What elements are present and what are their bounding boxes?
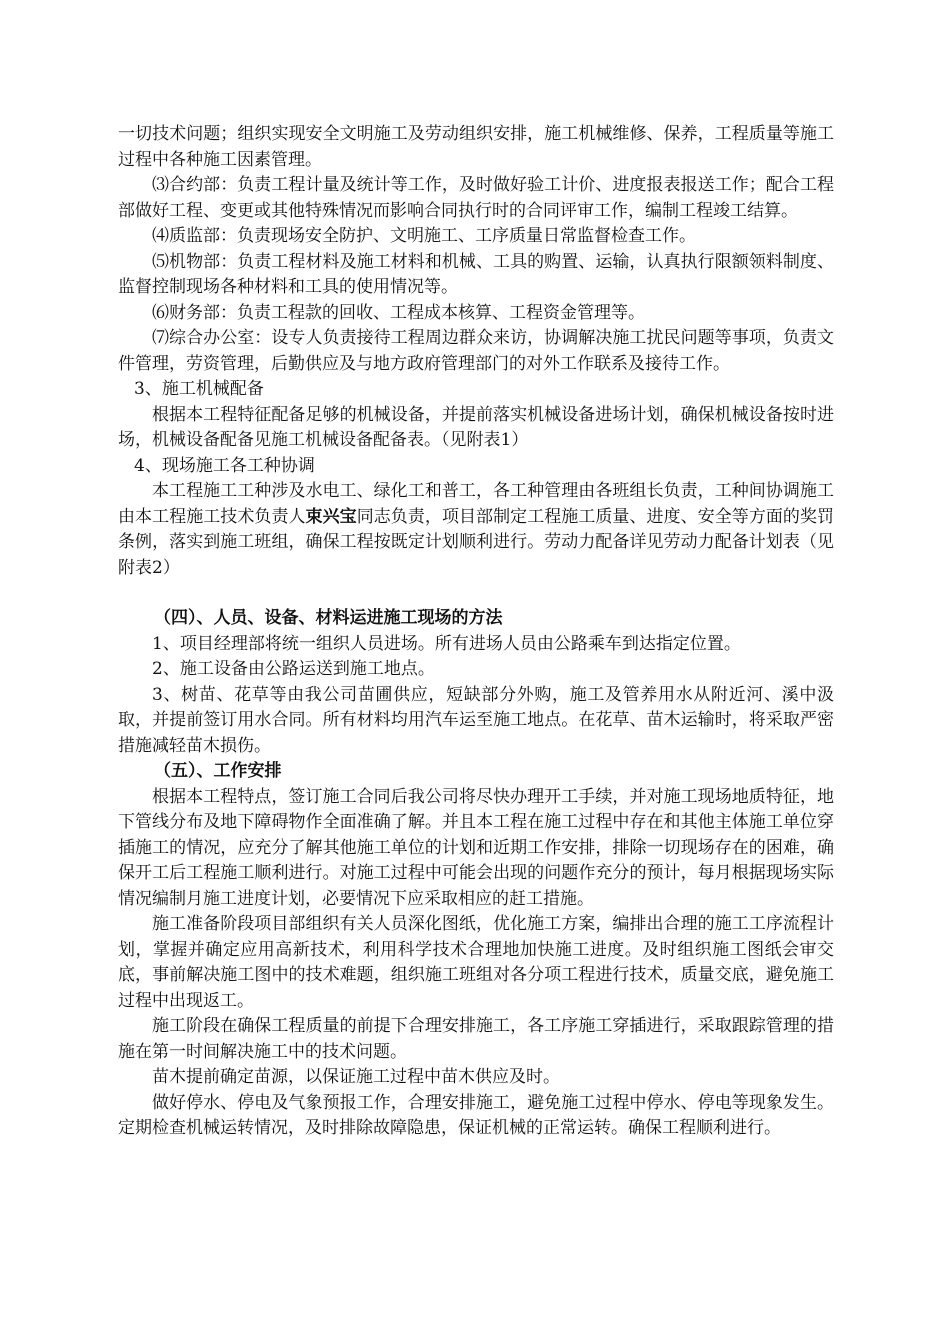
responsible-person-name: 束兴宝	[305, 506, 357, 527]
paragraph-s5-3: 施工阶段在确保工程质量的前提下合理安排施工，各工序施工穿插进行，采取跟踪管理的措施在第一时间解决施工中的技术问题。	[118, 1016, 834, 1062]
heading-section-5: （五）、工作安排	[154, 761, 282, 781]
paragraph-s5-1: 根据本工程特点，签订施工合同后我公司将尽快办理开工手续，并对施工现场地质特征，地下管线分布及地下障碍物作全面准确了解。并且本工程在施工过程中存在和其他主体施工单位穿插施工的情况，应充分了解其他施工单位的计划和近期工作安排，排除一切现场存在的困难，确保开工后工程施工顺利进行。对施工过程中可能会出现的问题作充分的预计，每月根据现场实际情况编制月施工进度计划，必要情况下应采取相应的赶工措施。	[118, 786, 834, 909]
paragraph-equipment: 根据本工程特征配备足够的机械设备，并提前落实机械设备进场计划，确保机械设备按时进场，机械设备配备见施工机械设备配备表。（见附表1）	[118, 404, 834, 450]
paragraph-s4-1: 1、项目经理部将统一组织人员进场。所有进场人员由公路乘车到达指定位置。	[152, 633, 741, 654]
paragraph-s5-5: 做好停水、停电及气象预报工作，合理安排施工，避免施工过程中停水、停电等现象发生。定期检查机械运转情况，及时排除故障隐患，保证机械的正常运转。确保工程顺利进行。	[118, 1092, 834, 1138]
paragraph-trades	[118, 479, 834, 581]
paragraph-s4-3: 3、树苗、花草等由我公司苗圃供应，短缺部分外购，施工及管养用水从附近河、溪中汲取，并提前签订用水合同。所有材料均用汽车运至施工地点。在花草、苗木运输时，将采取严密措施减轻苗木损伤。	[118, 684, 834, 756]
trades-text-a: 本工程施工工种涉及水电工、绿化工和普工，各工种管理由各班组长负责，工种间协调施工由本工程施工技术负责人	[118, 481, 834, 527]
heading-equipment: 3、施工机械配备	[134, 379, 264, 399]
paragraph-quality-dept: ⑷质监部：负责现场安全防护、文明施工、工序质量日常监督检查工作。	[152, 226, 696, 246]
heading-trades: 4、现场施工各工种协调	[134, 455, 315, 476]
paragraph-s4-2: 2、施工设备由公路运送到施工地点。	[152, 659, 435, 679]
paragraph-intro: 一切技术问题；组织实现安全文明施工及劳动组织安排，施工机械维修、保养，工程质量等施工过程中各种施工因素管理。	[118, 124, 834, 170]
paragraph-contract-dept: ⑶合约部：负责工程计量及统计等工作，及时做好验工计价、进度报表报送工作；配合工程部做好工程、变更或其他特殊情况而影响合同执行时的合同评审工作，编制工程竣工结算。	[118, 175, 834, 221]
paragraph-machinery-dept: ⑸机物部：负责工程材料及施工材料和机械、工具的购置、运输，认真执行限额领料制度、监督控制现场各种材料和工具的使用情况等。	[118, 251, 834, 297]
paragraph-s5-2: 施工准备阶段项目部组织有关人员深化图纸，优化施工方案，编排出合理的施工工序流程计划，掌握并确定应用高新技术，利用科学技术合理地加快施工进度。及时组织施工图纸会审交底，事前解决施工图中的技术难题，组织施工班组对各分项工程进行技术，质量交底，避免施工过程中出现返工。	[118, 914, 834, 1011]
section-spacer	[118, 581, 834, 606]
heading-section-4: （四）、人员、设备、材料运进施工现场的方法	[154, 608, 503, 628]
paragraph-s5-4: 苗木提前确定苗源，以保证施工过程中苗木供应及时。	[152, 1067, 560, 1087]
trades-text-b: 同志负责，项目部制定工程施工质量、进度、安全等方面的奖罚条例，落实到施工班组，确保工程按既定计划顺利进行。劳动力配备详见劳动力配备计划表（见附表2）	[118, 506, 835, 578]
paragraph-office: ⑺综合办公室：设专人负责接待工程周边群众来访，协调解决施工扰民问题等事项，负责文件管理，劳资管理，后勤供应及与地方政府管理部门的对外工作联系及接待工作。	[118, 328, 834, 374]
document-body	[118, 122, 834, 1142]
paragraph-finance-dept: ⑹财务部：负责工程款的回收、工程成本核算、工程资金管理等。	[152, 302, 645, 323]
